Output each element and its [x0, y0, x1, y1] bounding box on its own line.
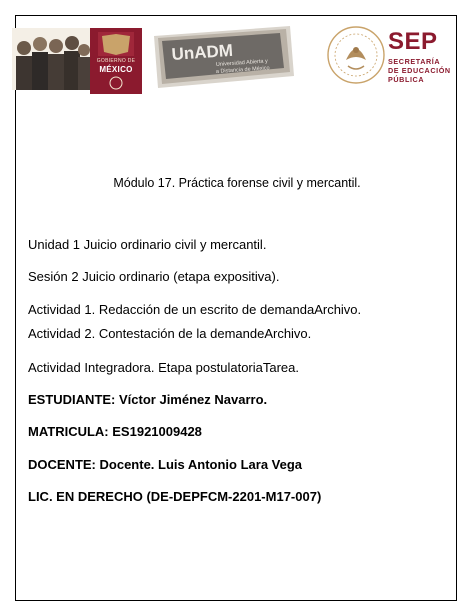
sep-acronym: SEP	[388, 28, 438, 55]
matricula-value: ES1921009428	[112, 424, 202, 439]
escudo-nacional-icon	[326, 24, 386, 86]
module-title: Módulo 17. Práctica forense civil y mercantil.	[113, 176, 361, 190]
matricula-label: MATRICULA:	[28, 424, 109, 439]
actividad1-label: Actividad 1	[28, 302, 92, 317]
integradora-line: Actividad Integradora. Etapa postulatoriaTarea.	[28, 360, 300, 375]
unidad-line: Unidad 1 Juicio ordinario civil y mercantil.	[28, 237, 267, 252]
docente-value: Docente. Luis Antonio Lara Vega	[99, 457, 303, 472]
gobierno-line1: GOBIERNO DE	[96, 58, 136, 64]
estudiante-line	[28, 392, 267, 407]
sep-line2: DE EDUCACIÓN	[388, 66, 451, 75]
estudiante-label: ESTUDIANTE:	[28, 392, 116, 407]
sep-logo	[388, 28, 468, 90]
unadm-title: UnADM	[170, 40, 234, 64]
unadm-logo	[148, 22, 298, 90]
heroes-illustration	[12, 28, 90, 90]
gobierno-de-mexico-logo	[90, 28, 142, 94]
docente-label: DOCENTE:	[28, 457, 96, 472]
docente-line	[28, 457, 302, 472]
gobierno-line2: MÉXICO	[99, 65, 133, 74]
estudiante-value: Víctor Jiménez Navarro.	[119, 392, 268, 407]
actividad2-line: Actividad 2. Contestación de la demandeArchivo.	[28, 326, 312, 341]
sep-line1: SECRETARÍA	[388, 57, 441, 66]
seal-icon	[109, 76, 123, 90]
actividad1-line: Actividad 1. Redacción de un escrito de demandaArchivo.	[28, 302, 362, 317]
unadm-subtitle-1: Universidad Abierta y	[215, 58, 268, 68]
matricula-line	[28, 424, 202, 439]
eagle-emblem-icon	[90, 28, 142, 58]
sep-line3: PÚBLICA	[388, 75, 425, 84]
actividad1-text: Redacción de un escrito de demandaArchivo.	[98, 302, 362, 317]
unadm-subtitle-2: a Distancia de México	[215, 65, 270, 75]
carrera-line: LIC. EN DERECHO (DE-DEPFCM-2201-M17-007)	[28, 489, 322, 504]
sesion-line: Sesión 2 Juicio ordinario (etapa expositiva).	[28, 269, 280, 284]
